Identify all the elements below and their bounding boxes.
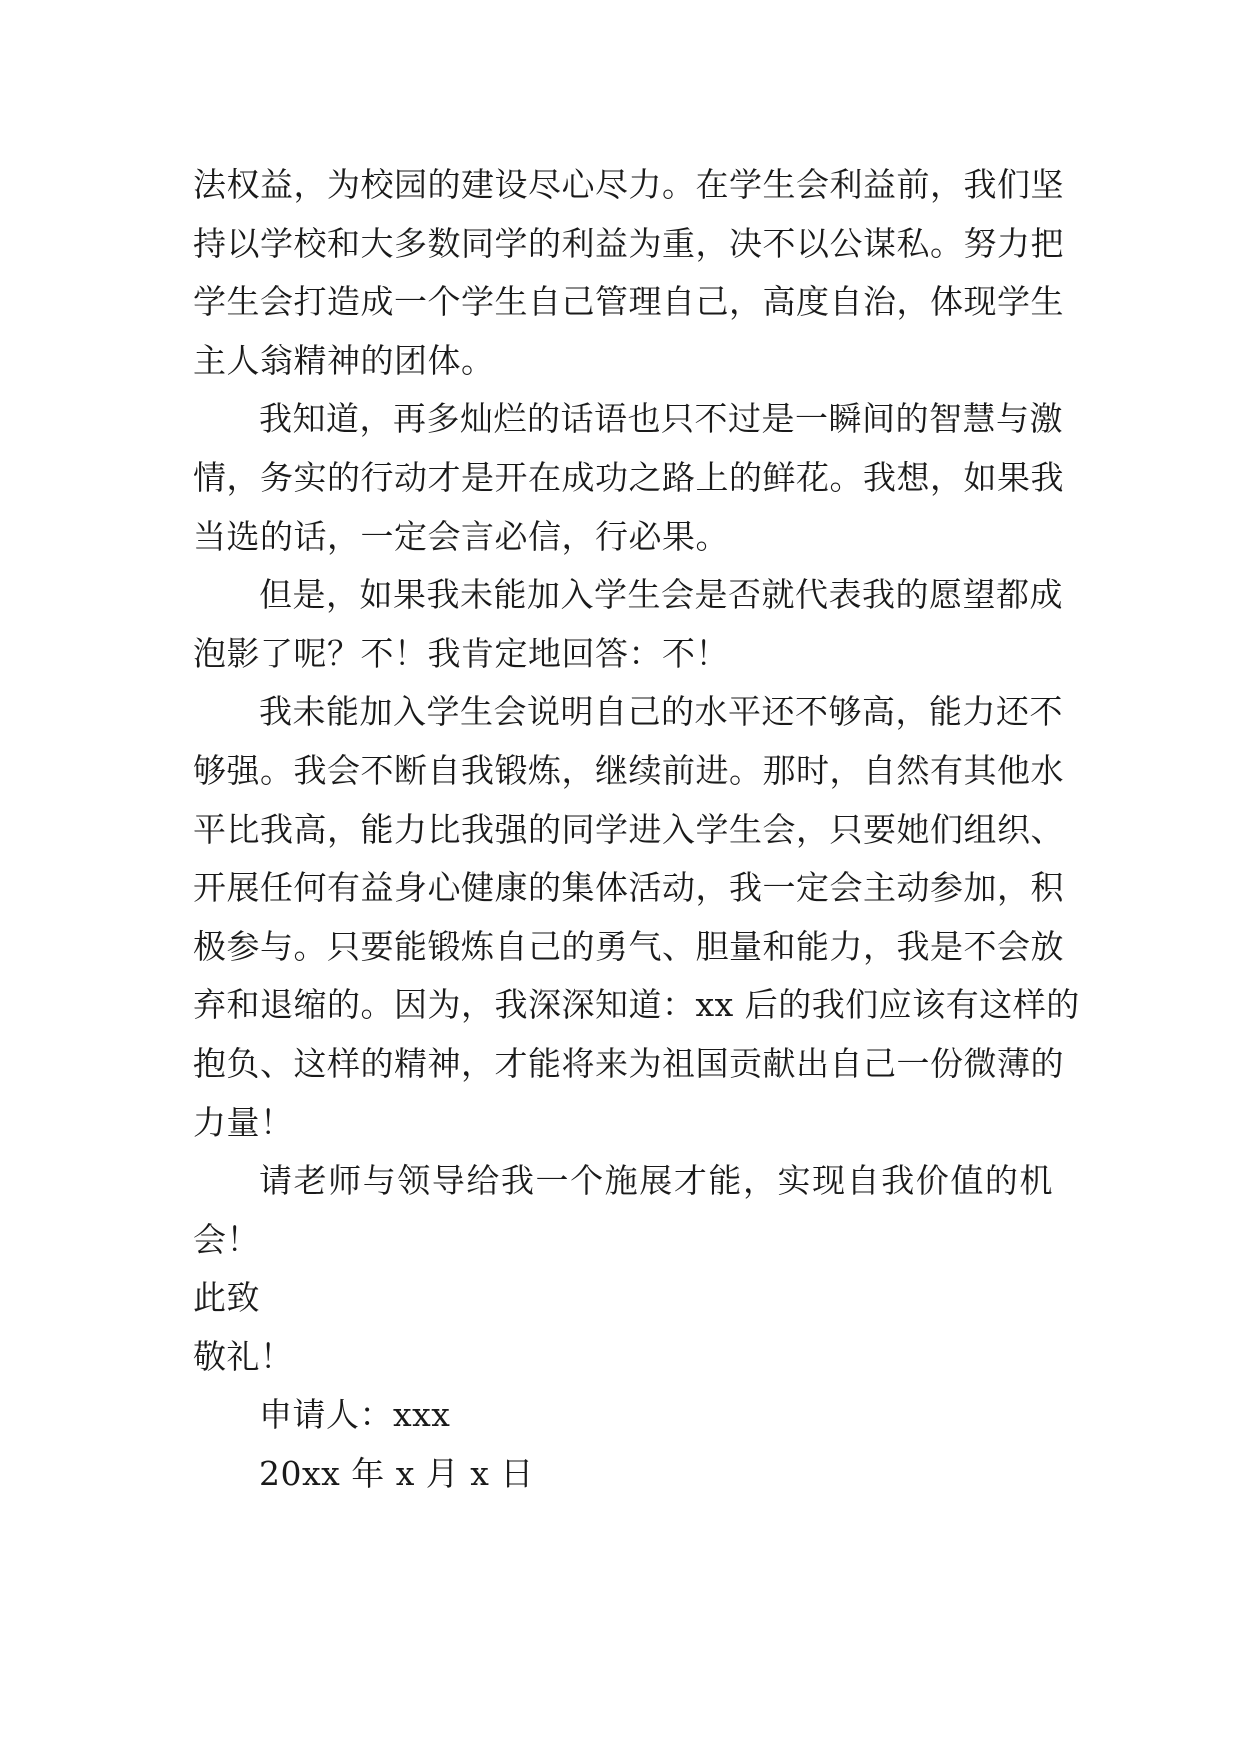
- text-line: 平比我高，能力比我强的同学进入学生会，只要她们组织、: [193, 809, 1064, 849]
- paragraph: [193, 156, 1064, 390]
- paragraph: [193, 1445, 1053, 1504]
- text-line: 学生会打造成一个学生自己管理自己，高度自治，体现学生: [193, 282, 1064, 322]
- text-line: 抱负、这样的精神，才能将来为祖国贡献出自己一份微薄的: [193, 1043, 1064, 1083]
- text-line: 会！: [193, 1219, 260, 1259]
- letter-body: [193, 156, 1080, 1504]
- text-line: 泡影了呢？不！我肯定地回答：不！: [193, 633, 729, 673]
- text-line: 但是，如果我未能加入学生会是否就代表我的愿望都成: [259, 575, 1063, 615]
- paragraph: [193, 683, 1080, 1152]
- paragraph: [193, 566, 1063, 683]
- text-line: 当选的话，一定会言必信，行必果。: [193, 516, 729, 556]
- paragraph: [193, 1386, 1053, 1445]
- text-line: 我未能加入学生会说明自己的水平还不够高，能力还不: [259, 692, 1063, 732]
- text-line: 敬礼！: [193, 1336, 294, 1376]
- text-line: 够强。我会不断自我锻炼，继续前进。那时，自然有其他水: [193, 750, 1064, 790]
- text-line: 开展任何有益身心健康的集体活动，我一定会主动参加，积: [193, 868, 1064, 908]
- text-line: 此致: [193, 1278, 260, 1318]
- text-line: 法权益，为校园的建设尽心尽力。在学生会利益前，我们坚: [193, 165, 1064, 204]
- text-line: 我知道，再多灿烂的话语也只不过是一瞬间的智慧与激: [259, 399, 1063, 439]
- text-line: 申请人：xxx: [259, 1395, 451, 1435]
- text-line: 20xx 年 x 月 x 日: [259, 1454, 534, 1494]
- paragraph: [193, 1152, 1053, 1269]
- paragraph: [193, 390, 1064, 566]
- text-line: 极参与。只要能锻炼自己的勇气、胆量和能力，我是不会放: [193, 926, 1064, 966]
- text-line: 力量！: [193, 1102, 294, 1142]
- paragraph: [193, 1269, 1053, 1328]
- text-line: 弃和退缩的。因为，我深深知道：xx 后的我们应该有这样的: [193, 985, 1080, 1025]
- text-line: 主人翁精神的团体。: [193, 340, 495, 380]
- paragraph: [193, 1328, 1053, 1387]
- text-line: 情，务实的行动才是开在成功之路上的鲜花。我想，如果我: [193, 457, 1064, 497]
- text-line: 持以学校和大多数同学的利益为重，决不以公谋私。努力把: [193, 223, 1064, 263]
- text-line: 请老师与领导给我一个施展才能，实现自我价值的机: [259, 1161, 1053, 1201]
